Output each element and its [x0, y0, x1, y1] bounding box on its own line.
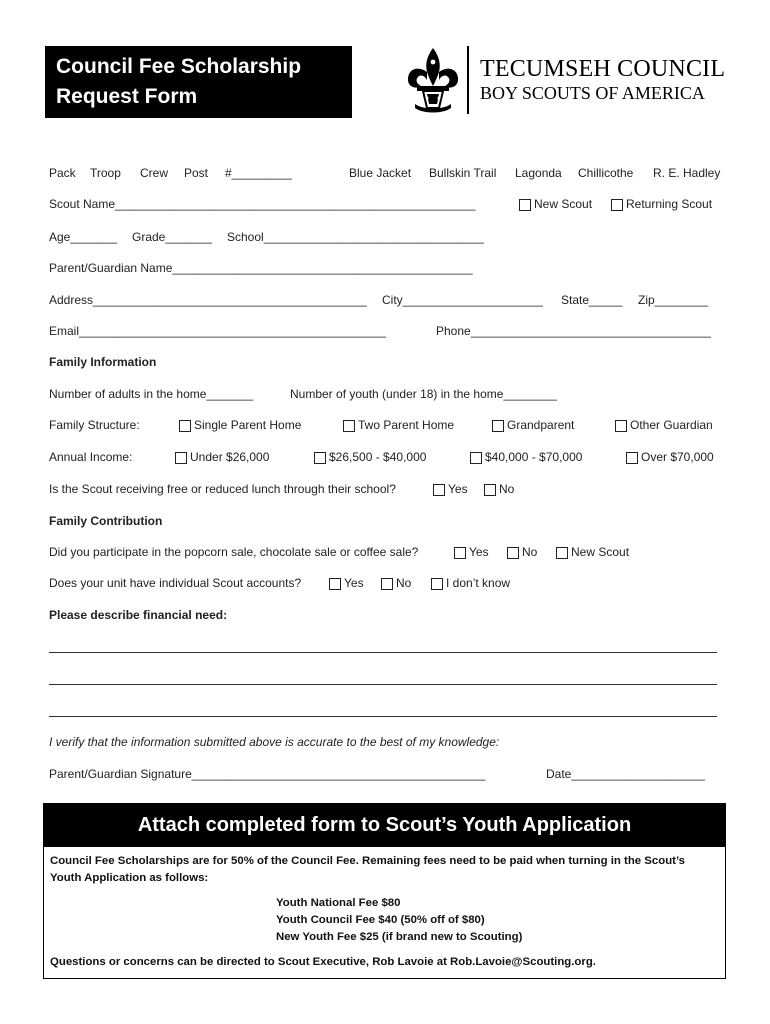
financial-need-line-3[interactable] [49, 716, 717, 717]
signature-field[interactable] [49, 765, 485, 783]
income-26500-40000-label: $26,500 - $40,000 [329, 450, 427, 464]
family-structure-label: Family Structure: [49, 418, 140, 432]
income-40000-70000-label: $40,000 - $70,000 [485, 450, 583, 464]
sale-new-scout-label: New Scout [571, 545, 630, 559]
checkbox-icon [492, 420, 504, 432]
parent-name-label: Parent/Guardian Name [49, 261, 173, 275]
two-parent-label: Two Parent Home [358, 418, 455, 432]
city-line: _____________________ [402, 293, 543, 307]
accounts-no-label: No [396, 576, 412, 590]
checkbox-icon [314, 452, 326, 464]
household-count-row [49, 385, 719, 403]
checkbox-icon [343, 420, 355, 432]
sale-new-scout-checkbox[interactable] [556, 543, 629, 561]
family-info-heading-text: Family Information [49, 355, 157, 369]
grade-field[interactable]: Grade_______ [132, 230, 213, 244]
financial-need-label: Please describe financial need: [49, 608, 228, 622]
financial-need-line-2[interactable] [49, 684, 717, 685]
sale-question-row [49, 543, 719, 561]
new-scout-label: New Scout [534, 197, 593, 211]
checkbox-icon [454, 547, 466, 559]
fee-list [276, 895, 718, 946]
address-field[interactable] [49, 291, 367, 309]
income-26500-40000-checkbox[interactable] [314, 448, 426, 466]
attach-intro: Council Fee Scholarships are for 50% of the Council Fee. Remaining fees need to be paid when turning in the Scout’s Youth Application as follows: [50, 855, 686, 884]
date-field[interactable] [546, 765, 705, 783]
attach-heading: Attach completed form to Scout’s Youth Application [44, 804, 725, 847]
phone-label: Phone [436, 324, 471, 338]
address-label: Address [49, 293, 94, 307]
checkbox-icon [381, 578, 393, 590]
checkbox-icon [519, 199, 531, 211]
checkbox-icon [329, 578, 341, 590]
income-40000-70000-checkbox[interactable] [470, 448, 582, 466]
sale-no-label: No [522, 545, 538, 559]
email-label: Email [49, 324, 80, 338]
district-re-hadley[interactable]: R. E. Hadley [653, 166, 721, 180]
accounts-no-checkbox[interactable] [381, 574, 411, 592]
scout-name-line: ______________________________________________________ [115, 197, 476, 211]
sale-yes-checkbox[interactable] [454, 543, 489, 561]
financial-need-label-row [49, 606, 719, 624]
checkbox-icon [484, 484, 496, 496]
address-row [49, 291, 719, 309]
family-structure-row [49, 416, 719, 434]
lunch-question-text: Is the Scout receiving free or reduced lunch through their school? [49, 482, 396, 496]
grandparent-checkbox[interactable] [492, 416, 574, 434]
two-parent-checkbox[interactable] [343, 416, 454, 434]
date-line: ____________________ [571, 767, 705, 781]
signature-label: Parent/Guardian Signature [49, 767, 192, 781]
verify-statement: I verify that the information submitted above is accurate to the best of my knowledge: [49, 735, 500, 749]
annual-income-label: Annual Income: [49, 450, 133, 464]
council-name-block [480, 56, 740, 104]
form-title [45, 46, 352, 118]
scout-name-row [49, 195, 719, 213]
council-name: TECUMSEH COUNCIL [480, 56, 726, 82]
verify-statement-row [49, 733, 719, 751]
parent-name-row [49, 259, 719, 277]
checkbox-icon [615, 420, 627, 432]
form-title-line1: Council Fee Scholarship [56, 55, 302, 78]
family-contribution-heading-text: Family Contribution [49, 514, 163, 528]
school-label: School [227, 230, 264, 244]
contact-questions: Questions or concerns can be directed to Scout Executive, Rob Lavoie at Rob.Lavoie@Scouting.org. [50, 956, 596, 968]
school-line: _________________________________ [263, 230, 484, 244]
other-guardian-label: Other Guardian [630, 418, 713, 432]
logo-divider [467, 46, 469, 114]
checkbox-icon [179, 420, 191, 432]
grandparent-label: Grandparent [507, 418, 575, 432]
phone-field[interactable] [436, 322, 711, 340]
troop-option[interactable]: Troop [90, 166, 121, 180]
accounts-question-text: Does your unit have individual Scout accounts? [49, 576, 302, 590]
email-phone-row [49, 322, 719, 340]
signature-row [49, 765, 719, 783]
other-guardian-checkbox[interactable] [615, 416, 713, 434]
sale-yes-label: Yes [469, 545, 489, 559]
checkbox-icon [470, 452, 482, 464]
new-scout-checkbox[interactable] [519, 195, 592, 213]
lunch-yes-checkbox[interactable] [433, 480, 468, 498]
age-grade-school-row [49, 228, 719, 246]
district-chillicothe[interactable]: Chillicothe [578, 166, 634, 180]
unit-number-field[interactable]: #_________ [225, 166, 292, 180]
lunch-no-checkbox[interactable] [484, 480, 514, 498]
phone-line: ____________________________________ [470, 324, 711, 338]
pack-option[interactable]: Pack [49, 166, 76, 180]
family-info-heading [49, 353, 719, 371]
city-field[interactable] [382, 291, 543, 309]
form-title-line2: Request Form [56, 85, 198, 108]
email-line: ______________________________________________ [79, 324, 387, 338]
checkbox-icon [433, 484, 445, 496]
attach-body [44, 847, 725, 971]
returning-scout-checkbox[interactable] [611, 195, 712, 213]
scout-name-field[interactable] [49, 195, 475, 213]
single-parent-checkbox[interactable] [179, 416, 301, 434]
fee-council: Youth Council Fee $40 (50% off of $80) [276, 914, 485, 926]
returning-scout-label: Returning Scout [626, 197, 713, 211]
lunch-yes-label: Yes [448, 482, 468, 496]
checkbox-icon [175, 452, 187, 464]
accounts-yes-checkbox[interactable] [329, 574, 364, 592]
checkbox-icon [556, 547, 568, 559]
income-over-70000-checkbox[interactable] [626, 448, 714, 466]
age-field[interactable]: Age_______ [49, 230, 118, 244]
state-field[interactable]: State_____ [561, 293, 623, 307]
checkbox-icon [626, 452, 638, 464]
youth-count-field[interactable]: Number of youth (under 18) in the home________ [290, 387, 557, 401]
accounts-dont-know-label: I don’t know [446, 576, 511, 590]
income-under-26000-checkbox[interactable] [175, 448, 269, 466]
date-label: Date [546, 767, 572, 781]
scout-name-label: Scout Name [49, 197, 116, 211]
parent-name-line: _____________________________________________ [172, 261, 473, 275]
checkbox-icon [611, 199, 623, 211]
income-over-70000-label: Over $70,000 [641, 450, 714, 464]
sale-no-checkbox[interactable] [507, 543, 537, 561]
crew-option[interactable]: Crew [140, 166, 169, 180]
org-name: BOY SCOUTS OF AMERICA [480, 83, 705, 103]
parent-name-field[interactable] [49, 259, 473, 277]
checkbox-icon [431, 578, 443, 590]
unit-row [49, 164, 719, 182]
single-parent-label: Single Parent Home [194, 418, 302, 432]
accounts-dont-know-checkbox[interactable] [431, 574, 510, 592]
post-option[interactable]: Post [184, 166, 209, 180]
district-lagonda[interactable]: Lagonda [515, 166, 562, 180]
lunch-no-label: No [499, 482, 515, 496]
signature-line: ____________________________________________ [191, 767, 486, 781]
school-field[interactable] [227, 228, 484, 246]
annual-income-row [49, 448, 719, 466]
zip-field[interactable]: Zip________ [638, 293, 709, 307]
district-bullskin-trail[interactable]: Bullskin Trail [429, 166, 497, 180]
fee-national: Youth National Fee $80 [276, 897, 401, 909]
accounts-yes-label: Yes [344, 576, 364, 590]
address-line: _________________________________________ [93, 293, 367, 307]
lunch-question-row [49, 480, 719, 498]
sale-question-text: Did you participate in the popcorn sale, chocolate sale or coffee sale? [49, 545, 419, 559]
district-blue-jacket[interactable]: Blue Jacket [349, 166, 412, 180]
income-under-26000-label: Under $26,000 [190, 450, 270, 464]
family-contribution-heading [49, 512, 719, 530]
city-label: City [382, 293, 403, 307]
accounts-question-row [49, 574, 719, 592]
checkbox-icon [507, 547, 519, 559]
fleur-de-lis-eagle-icon [405, 46, 461, 116]
adults-count-field[interactable]: Number of adults in the home_______ [49, 387, 254, 401]
email-field[interactable] [49, 322, 386, 340]
attach-instructions-box [43, 803, 726, 979]
fee-new-youth: New Youth Fee $25 (if brand new to Scouting) [276, 931, 523, 943]
financial-need-line-1[interactable] [49, 652, 717, 653]
